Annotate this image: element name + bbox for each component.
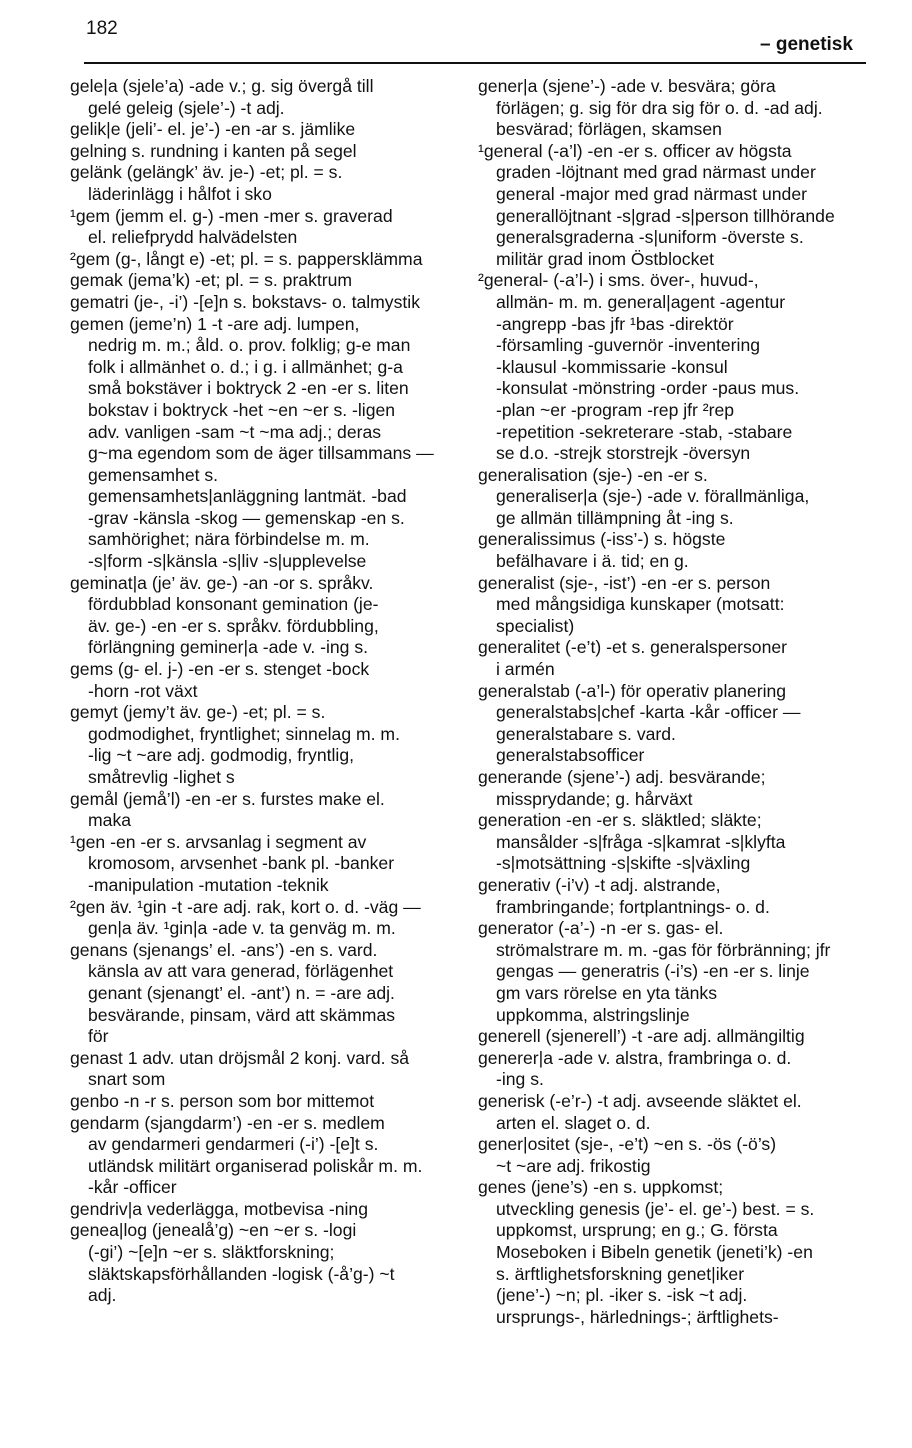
dictionary-entry: [70, 573, 456, 659]
entry-line: gener|a (sjene’-) -ade v. besvära; göra: [478, 76, 776, 96]
entry-line: ¹general (-a’l) -en -er s. officer av högsta: [478, 140, 792, 161]
dictionary-entry: [70, 162, 456, 205]
entry-line: graden -löjtnant med grad närmast under: [496, 162, 816, 183]
entry-line: förlägen; g. sig för dra sig för o. d. -ad adj.: [496, 97, 823, 118]
entry-line: läderinlägg i hålfot i sko: [88, 183, 272, 204]
entry-line: generallöjtnant -s|grad -s|person tillhörande: [496, 205, 835, 226]
entry-line: -klausul -kommissarie -konsul: [496, 356, 728, 377]
dictionary-entry: [478, 465, 868, 530]
entry-line: kromosom, arvsenhet -bank pl. -banker: [88, 853, 395, 874]
dictionary-entry: [478, 637, 868, 680]
dictionary-entry: [70, 206, 456, 249]
entry-line: ¹gem (jemm el. g-) -men -mer s. graverad: [70, 205, 393, 226]
entry-line: adj.: [88, 1285, 117, 1306]
dictionary-entry: [70, 702, 456, 788]
dictionary-entry: [70, 659, 456, 702]
entry-line: små bokstäver i boktryck 2 -en -er s. liten: [88, 378, 409, 399]
entry-line: för: [88, 1026, 109, 1047]
right-column: [478, 76, 868, 1328]
dictionary-entry: [478, 875, 868, 918]
entry-line: maka: [88, 810, 132, 831]
dictionary-entry: [478, 810, 868, 875]
entry-line: generer|a -ade v. alstra, frambringa o. d.: [478, 1047, 792, 1068]
entry-line: gemensamhet s.: [88, 464, 219, 485]
entry-line: nedrig m. m.; åld. o. prov. folklig; g-e man: [88, 335, 411, 356]
entry-line: ~t ~are adj. frikostig: [496, 1155, 651, 1176]
page-bottom-edge: [0, 1410, 912, 1448]
entry-line: genes (jene’s) -en s. uppkomst;: [478, 1177, 724, 1198]
entry-line: ²gen äv. ¹gin -t -are adj. rak, kort o. d. -väg —: [70, 896, 421, 917]
entry-line: äv. ge-) -en -er s. språkv. fördubbling,: [88, 615, 379, 636]
entry-line: -församling -guvernör -inventering: [496, 335, 761, 356]
entry-line: -s|form -s|känsla -s|liv -s|upplevelse: [88, 551, 367, 572]
entry-line: uppkomst, ursprung; en g.; G. första: [496, 1220, 778, 1241]
entry-line: se d.o. -strejk storstrejk -översyn: [496, 443, 751, 464]
entry-line: snart som: [88, 1069, 166, 1090]
dictionary-entry: [478, 681, 868, 767]
entry-line: ²gem (g-, långt e) -et; pl. = s. pappersklämma: [70, 248, 423, 269]
entry-line: gm vars rörelse en yta tänks: [496, 982, 717, 1003]
entry-line: -angrepp -bas jfr ¹bas -direktör: [496, 313, 734, 334]
entry-line: generande (sjene’-) adj. besvärande;: [478, 767, 766, 787]
entry-line: förlängning geminer|a -ade v. -ing s.: [88, 637, 369, 658]
entry-line: generisk (-e’r-) -t adj. avseende släktet el.: [478, 1090, 802, 1111]
page-number: 182: [86, 18, 118, 39]
dictionary-entry: [70, 141, 456, 163]
dictionary-entry: [478, 270, 868, 464]
dictionary-entry: [70, 249, 456, 271]
entry-line: utveckling genesis (je’- el. ge’-) best. = s.: [496, 1198, 815, 1219]
entry-line: folk i allmänhet o. d.; i g. i allmänhet; g-a: [88, 356, 403, 377]
entry-line: geminat|a (je’ äv. ge-) -an -or s. språkv.: [70, 572, 374, 593]
entry-line: godmodighet, fryntlighet; sinnelag m. m.: [88, 723, 400, 744]
entry-line: småtrevlig -lighet s: [88, 767, 235, 787]
dictionary-entry: [478, 529, 868, 572]
entry-line: uppkomma, alstringslinje: [496, 1004, 690, 1025]
entry-line: genea|log (jenealå’g) ~en ~er s. -logi: [70, 1220, 357, 1241]
entry-line: -lig ~t ~are adj. godmodig, fryntlig,: [88, 745, 355, 766]
dictionary-entry: [478, 1048, 868, 1091]
entry-line: generator (-a’-) -n -er s. gas- el.: [478, 918, 724, 939]
entry-line: gener|ositet (sje-, -e’t) ~en s. -ös (-ö’s): [478, 1134, 777, 1155]
entry-line: -grav -känsla -skog — gemenskap -en s.: [88, 507, 405, 528]
entry-line: frambringande; fortplantnings- o. d.: [496, 896, 770, 917]
entry-line: gele|a (sjele’a) -ade v.; g. sig övergå till: [70, 76, 374, 96]
entry-line: gemen (jeme’n) 1 -t -are adj. lumpen,: [70, 313, 360, 334]
entry-line: gemål (jemå’l) -en -er s. furstes make el.: [70, 788, 385, 809]
dictionary-entry: [70, 1091, 456, 1113]
dictionary-entry: [478, 918, 868, 1026]
entry-line: allmän- m. m. general|agent -agentur: [496, 291, 786, 312]
entry-line: utländsk militärt organiserad poliskår m. m.: [88, 1155, 423, 1176]
dictionary-entry: [478, 1177, 868, 1328]
entry-line: samhörighet; nära förbindelse m. m.: [88, 529, 370, 550]
entry-line: gelik|e (jeli’- el. je’-) -en -ar s. jämlike: [70, 119, 356, 140]
entry-line: specialist): [496, 615, 575, 636]
entry-line: -konsulat -mönstring -order -paus mus.: [496, 378, 800, 399]
entry-line: generalitet (-e’t) -et s. generalspersoner: [478, 637, 788, 658]
entry-line: general -major med grad närmast under: [496, 183, 807, 204]
dictionary-entry: [70, 314, 456, 573]
dictionary-entry: [478, 1026, 868, 1048]
left-column: [70, 76, 456, 1307]
dictionary-entry: [70, 1199, 456, 1221]
entry-line: generell (sjenerell’) -t -are adj. allmängiltig: [478, 1026, 805, 1047]
entry-line: känsla av att vara generad, förlägenhet: [88, 961, 394, 982]
entry-line: gendarm (sjangdarm’) -en -er s. medlem: [70, 1112, 385, 1133]
entry-line: generalisation (sje-) -en -er s.: [478, 464, 708, 485]
entry-line: ²general- (-a’l-) i sms. över-, huvud-,: [478, 270, 759, 291]
dictionary-entry: [70, 789, 456, 832]
entry-line: mansålder -s|fråga -s|kamrat -s|klyfta: [496, 831, 786, 852]
dictionary-entry: [70, 119, 456, 141]
entry-line: med mångsidiga kunskaper (motsatt:: [496, 594, 785, 615]
entry-line: generalsgraderna -s|uniform -överste s.: [496, 227, 804, 248]
entry-line: bokstav i boktryck -het ~en ~er s. -ligen: [88, 399, 396, 420]
entry-line: generalstabs|chef -karta -kår -officer —: [496, 702, 801, 723]
entry-line: -horn -rot växt: [88, 680, 198, 701]
dictionary-entry: [478, 767, 868, 810]
entry-line: -manipulation -mutation -teknik: [88, 874, 329, 895]
entry-line: -kår -officer: [88, 1177, 177, 1198]
entry-line: gemyt (jemy’t äv. ge-) -et; pl. = s.: [70, 702, 326, 723]
entry-line: s. ärftlighetsforskning genet|iker: [496, 1263, 745, 1284]
entry-line: släktskapsförhållanden -logisk (-å’g-) ~t: [88, 1263, 395, 1284]
dictionary-entry: [70, 1048, 456, 1091]
entry-line: gems (g- el. j-) -en -er s. stenget -bock: [70, 659, 370, 680]
running-head: – genetisk: [760, 34, 853, 55]
entry-line: generalstabare s. vard.: [496, 723, 676, 744]
entry-line: gematri (je-, -i’) -[e]n s. bokstavs- o. talmystik: [70, 291, 420, 312]
entry-line: fördubblad konsonant gemination (je-: [88, 594, 379, 615]
entry-line: el. reliefprydd halvädelsten: [88, 227, 298, 248]
dictionary-entry: [478, 1134, 868, 1177]
entry-line: generativ (-i’v) -t adj. alstrande,: [478, 874, 721, 895]
dictionary-entry: [70, 76, 456, 119]
entry-line: missprydande; g. hårväxt: [496, 788, 693, 809]
entry-line: av gendarmeri gendarmeri (-i’) -[e]t s.: [88, 1134, 379, 1155]
entry-line: generalist (sje-, -ist’) -en -er s. person: [478, 572, 771, 593]
entry-line: (-gi’) ~[e]n ~er s. släktforskning;: [88, 1242, 335, 1263]
dictionary-entry: [70, 940, 456, 1048]
entry-line: i armén: [496, 659, 555, 680]
dictionary-entry: [478, 76, 868, 141]
dictionary-entry: [70, 1113, 456, 1199]
dictionary-entry: [70, 1220, 456, 1306]
entry-line: strömalstrare m. m. -gas för förbränning; jfr: [496, 939, 831, 960]
dictionary-entry: [478, 141, 868, 271]
dictionary-entry: [70, 270, 456, 292]
entry-line: -ing s.: [496, 1069, 544, 1090]
entry-line: ¹gen -en -er s. arvsanlag i segment av: [70, 831, 367, 852]
entry-line: befälhavare i ä. tid; en g.: [496, 551, 689, 572]
entry-line: -s|motsättning -s|skifte -s|växling: [496, 853, 751, 874]
dictionary-entry: [478, 1091, 868, 1134]
entry-line: (jene’-) ~n; pl. -iker s. -isk ~t adj.: [496, 1285, 748, 1306]
entry-line: g~ma egendom som de äger tillsammans —: [88, 443, 434, 464]
entry-line: gelé geleig (sjele’-) -t adj.: [88, 97, 285, 118]
entry-line: -plan ~er -program -rep jfr ²rep: [496, 399, 735, 420]
entry-line: generaliser|a (sje-) -ade v. förallmänliga,: [496, 486, 810, 507]
entry-line: generation -en -er s. släktled; släkte;: [478, 810, 762, 831]
dictionary-entry: [70, 832, 456, 897]
entry-line: arten el. slaget o. d.: [496, 1112, 651, 1133]
entry-line: genast 1 adv. utan dröjsmål 2 konj. vard. så: [70, 1047, 410, 1068]
entry-line: ursprungs-, härlednings-; ärftlighets-: [496, 1306, 779, 1327]
entry-line: -repetition -sekreterare -stab, -stabare: [496, 421, 793, 442]
entry-line: ge allmän tillämpning åt -ing s.: [496, 507, 734, 528]
entry-line: Moseboken i Bibeln genetik (jeneti’k) -en: [496, 1242, 813, 1263]
dictionary-entry: [70, 897, 456, 940]
entry-line: gemak (jema’k) -et; pl. = s. praktrum: [70, 270, 353, 291]
entry-line: gendriv|a vederlägga, motbevisa -ning: [70, 1198, 368, 1219]
entry-line: generalstab (-a’l-) för operativ planering: [478, 680, 787, 701]
entry-line: generalissimus (-iss’-) s. högste: [478, 529, 726, 550]
entry-line: generalstabsofficer: [496, 745, 645, 766]
entry-line: gemensamhets|anläggning lantmät. -bad: [88, 486, 407, 507]
entry-line: adv. vanligen -sam ~t ~ma adj.; deras: [88, 421, 382, 442]
entry-line: genbo -n -r s. person som bor mittemot: [70, 1090, 375, 1111]
header-rule: [84, 62, 866, 64]
entry-line: besvärad; förlägen, skamsen: [496, 119, 722, 140]
dictionary-entry: [478, 573, 868, 638]
entry-line: genant (sjenangt’ el. -ant’) n. = -are adj.: [88, 982, 395, 1003]
entry-line: gen|a äv. ¹gin|a -ade v. ta genväg m. m.: [88, 918, 396, 939]
entry-line: militär grad inom Östblocket: [496, 248, 715, 269]
entry-line: genans (sjenangs’ el. -ans’) -en s. vard.: [70, 939, 378, 960]
entry-line: gengas — generatris (-i’s) -en -er s. linje: [496, 961, 810, 982]
entry-line: besvärande, pinsam, värd att skämmas: [88, 1004, 396, 1025]
entry-line: gelning s. rundning i kanten på segel: [70, 140, 357, 161]
entry-line: gelänk (gelängk’ äv. je-) -et; pl. = s.: [70, 162, 343, 183]
dictionary-entry: [70, 292, 456, 314]
